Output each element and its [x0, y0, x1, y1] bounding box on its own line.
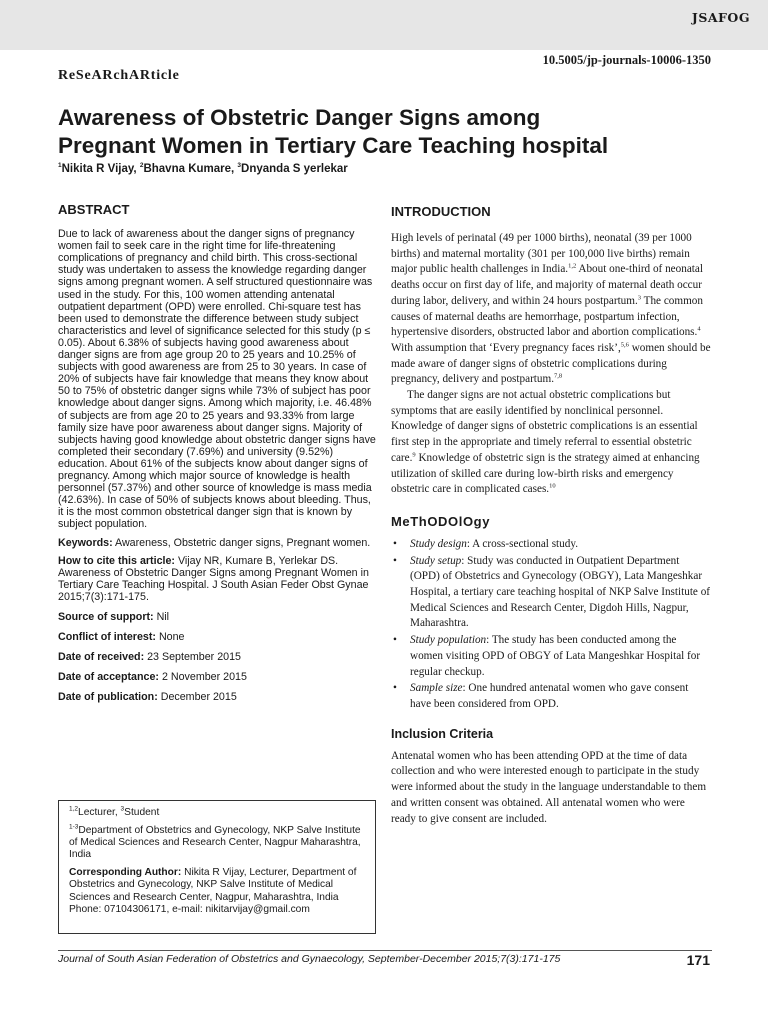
header-bar: [0, 0, 768, 50]
list-item: [391, 681, 711, 712]
inclusion-text: Antenatal women who has been attending OPD at the time of data collection and who were interested enough to participate in the study were informed about the study in the language understandable to them and written consent was obtained. All antenatal women who were ready to give consent are included.: [391, 749, 707, 825]
article-type: ReSeARchARticle: [58, 68, 180, 83]
doi[interactable]: 10.5005/jp-journals-10006-1350: [542, 53, 711, 67]
author-3-sup: 3: [237, 162, 242, 170]
roles-text: Lecturer,: [78, 807, 121, 818]
ref-sup: 3: [637, 294, 642, 302]
citation-label: How to cite this article:: [58, 554, 175, 567]
corr-text: Nikita R Vijay, Lecturer, Department of Obstetrics and Gynecology, NKP Salve Institute of Medical Sciences and Research Center, Nagpur, Maharashtra, India Phone: 07104306171, e-mail: nikitarvijay@gmail.com: [69, 867, 357, 915]
corresponding-author: [69, 867, 365, 915]
footer-divider: [58, 950, 712, 951]
conflict-text: None: [155, 631, 185, 643]
item-text: : One hundred antenatal women who gave consent have been considered from OPD.: [410, 682, 689, 710]
corr-label: Corresponding Author:: [69, 867, 182, 879]
roles-sup: 1,2: [69, 805, 79, 813]
keywords-label: Keywords:: [58, 537, 113, 550]
journal-name: JSAFOG: [691, 10, 750, 25]
keywords-text: Awareness, Obstetric danger signs, Pregnant women.: [112, 537, 371, 550]
bullet-icon: •: [393, 634, 397, 647]
item-label: Sample size: [410, 682, 463, 695]
intro-p1c: The common causes of maternal deaths are hemorrhage, postpartum infection, hypertensive disorders, obstructed labor and abortion complications.: [391, 294, 703, 339]
ref-sup: 5,6: [620, 341, 629, 349]
right-column: [391, 204, 711, 827]
ref-sup: 7,8: [554, 372, 563, 380]
keywords: [58, 537, 376, 549]
intro-p1a: High levels of perinatal (49 per 1000 births), neonatal (39 per 1000 births) and maternal mortality (301 per 100,000 live births) remain major public health challenges in India.: [391, 232, 692, 276]
date-acceptance: [58, 671, 376, 683]
conflict-of-interest: [58, 631, 376, 643]
author-list: [58, 163, 348, 175]
inclusion-heading: Inclusion Criteria: [391, 726, 494, 741]
item-text: : A cross-sectional study.: [466, 537, 579, 550]
author-roles: [69, 807, 365, 819]
list-item: [391, 554, 711, 633]
left-column: [58, 204, 376, 703]
student-sup: 3: [120, 805, 125, 813]
source-of-support: [58, 611, 376, 623]
abstract-heading: ABSTRACT: [58, 202, 130, 217]
abstract-text: Due to lack of awareness about the danger signs of pregnancy women fail to seek care in the right time for life-threatening complications of pregnancy and child birth. This cross-sectional study was undertaken to assess the knowledge regarding danger signs among pregnant women. A self structured questionnaire was used in the study. For this, 100 women attending antenatal outpatient department (OPD) were enrolled. Chi-square test has been used to demonstrate the difference between study subject characteristics and level of significance selected for this study (p ≤ 0.05). About 6.38% of subjects having good awareness about danger signs are from age group 20 to 25 years and 10.25% of subjects with good awareness are from 25 to 30 years. In case of 20% of subjects have fair knowledge that means they know about 50 to 75% of obstetric danger signs while 73% of subject has poor knowledge about danger signs. Among which majority, i.e. 46.48% of subjects are from age 20 to 25 years and 93.33% from large family size have poor awareness about danger signs. Majority of subjects having good knowledge about obstetric danger signs have completed their secondary (7.69%) and university (9.52%) education. About 61% of the subjects know about danger signs of pregnancy. Among which major source of knowledge is health personnel (57.37%) and other source of knowledge is mass media (42.63%). In case of 50% of subjects knows about bleeding. Thus, it is the most common obstetrical danger sign that is known by subject population.: [58, 228, 376, 531]
ref-sup: 10: [549, 482, 556, 490]
dept-sup: 1-3: [69, 823, 79, 831]
citation-text: Vijay NR, Kumare B, Yerlekar DS. Awareness of Obstetric Danger Signs among Pregnant Women in Tertiary Care Teaching Hospital. J South Asian Feder Obst Gynae 2015;7(3):171-175.: [58, 554, 369, 603]
date-received: [58, 651, 376, 663]
acceptance-label: Date of acceptance:: [58, 671, 159, 684]
bullet-icon: •: [393, 554, 397, 567]
dept-text: Department of Obstetrics and Gynecology, NKP Salve Institute of Medical Sciences and Research Center, Nagpur Maharashtra, India: [69, 825, 361, 861]
ref-sup: 1,2: [568, 262, 577, 270]
received-label: Date of received:: [58, 651, 145, 664]
intro-p1b: About one-third of neonatal deaths occur on first day of life, and majority of maternal death occur during labor, delivery, and within 24 hours postpartum.: [391, 263, 703, 307]
page-number: 171: [686, 952, 710, 968]
intro-p2b: Knowledge of obstetric sign is the strategy aimed at enhancing utilization of skilled care during low-birth risks and emergency obstetric care in complicated cases.: [391, 451, 700, 496]
author-1-sup: 1: [58, 162, 62, 170]
support-label: Source of support:: [58, 610, 154, 623]
citation: [58, 555, 376, 603]
department: [69, 825, 365, 861]
list-item: [391, 537, 711, 553]
item-text: : The study has been conducted among the women visiting OPD of OBGY of Lata Mangeshkar Hospital for regular checkup.: [410, 634, 701, 678]
introduction-body: [391, 231, 711, 498]
intro-p2a: The danger signs are not actual obstetric complications but symptoms that are easily identified by nonclinical personnel. Knowledge of danger signs of obstetric complications is an essential first step in the appropriate and timely referral to essential obstetric care.: [391, 389, 698, 464]
acceptance-text: 2 November 2015: [158, 671, 247, 684]
methodology-heading: MeThODOlOgy: [391, 513, 491, 529]
student-text: Student: [124, 807, 160, 818]
publication-text: December 2015: [157, 691, 237, 704]
author-2: Bhavna Kumare,: [143, 163, 238, 175]
intro-paragraph-2: [391, 388, 711, 498]
intro-paragraph-1: [391, 231, 711, 388]
article-title: [58, 104, 698, 160]
methodology-list: [391, 537, 711, 713]
list-item: [391, 633, 711, 680]
author-3: Dnyanda S yerlekar: [241, 163, 348, 175]
author-1: Nikita R Vijay,: [61, 163, 140, 175]
item-label: Study design: [410, 537, 467, 550]
intro-p1d: With assumption that ‘Every pregnancy faces risk’,: [391, 341, 621, 354]
title-line-1: Awareness of Obstetric Danger Signs among: [58, 105, 541, 130]
intro-p1e: women should be made aware of danger signs of obstetric complications during pregnancy, delivery and postpartum.: [391, 341, 711, 386]
publication-label: Date of publication:: [58, 691, 158, 704]
item-text: : Study was conducted in Outpatient Department (OPD) of Obstetrics and Gynecology (OBGY), Lata Mangeshkar Hospital, a tertiary care teaching hospital of NKP Salve Institute of Medical Sciences and Research Center, Digdoh Hills, Nagpur, Maharashtra.: [410, 554, 711, 630]
footer-citation: Journal of South Asian Federation of Obstetrics and Gynaecology, September-December 2015;7(3):171-175: [58, 953, 561, 965]
conflict-label: Conflict of interest:: [58, 631, 156, 643]
item-label: Study population: [410, 634, 487, 647]
introduction-heading: INTRODUCTION: [391, 204, 491, 219]
title-line-2: Pregnant Women in Tertiary Care Teaching hospital: [58, 133, 609, 158]
affiliation-box: [58, 800, 376, 934]
received-text: 23 September 2015: [144, 651, 241, 664]
article-meta: [58, 537, 376, 703]
ref-sup: 4: [697, 325, 701, 333]
bullet-icon: •: [393, 537, 397, 550]
bullet-icon: •: [393, 682, 397, 695]
support-text: Nil: [153, 610, 170, 623]
ref-sup: 9: [412, 451, 416, 459]
author-2-sup: 2: [139, 162, 144, 170]
date-publication: [58, 691, 376, 703]
item-label: Study setup: [410, 554, 462, 567]
